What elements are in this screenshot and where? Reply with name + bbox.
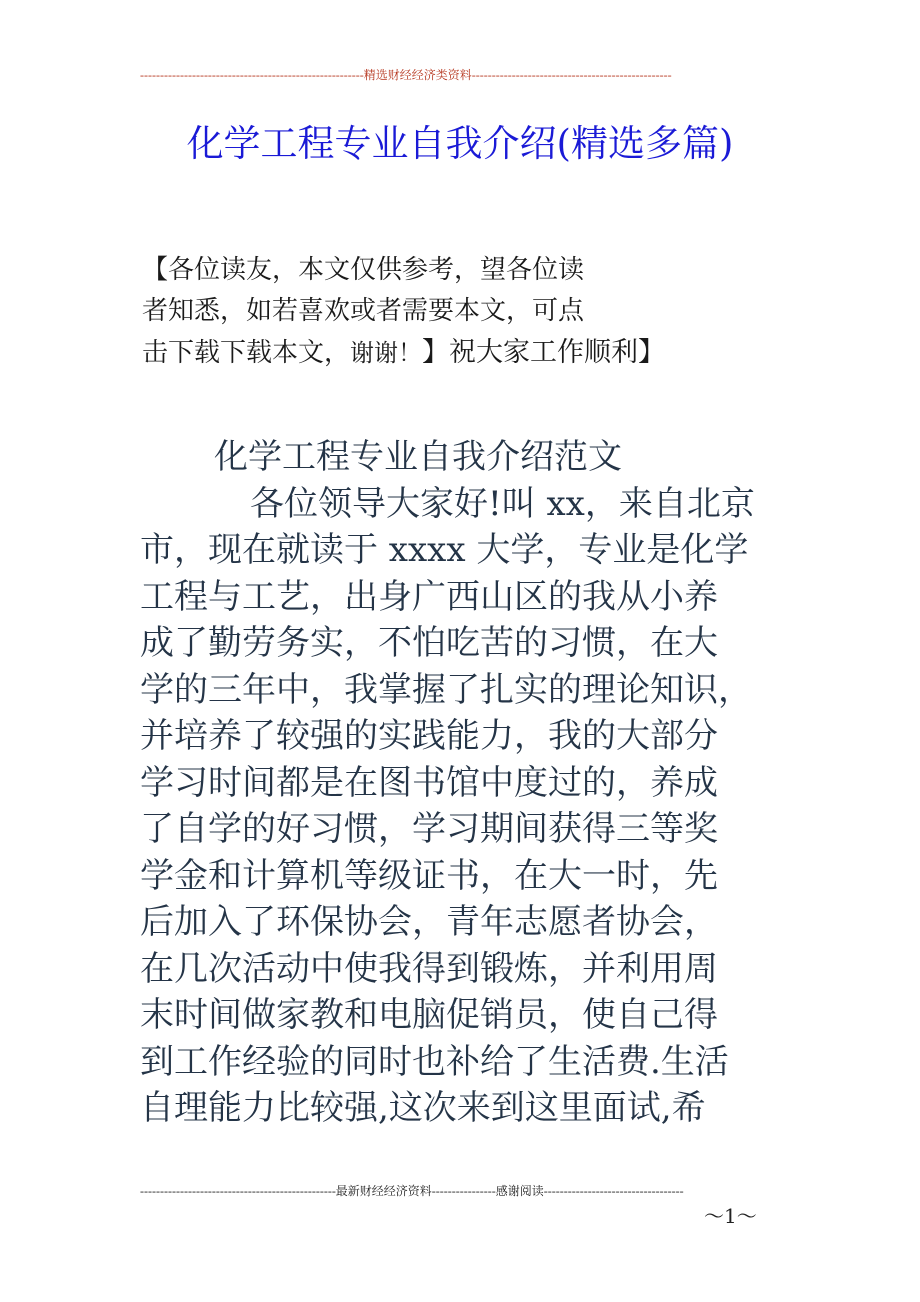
article-body (140, 434, 788, 1132)
article-line: 在几次活动中使我得到锻炼，并利用周 (140, 948, 718, 989)
article-line: 学习时间都是在图书馆中度过的，养成 (140, 762, 718, 803)
reader-notice (142, 250, 782, 374)
article-line: 后加入了环保协会，青年志愿者协会， (140, 902, 718, 942)
article-line: 市，现在就读于 xxxx 大学，专业是化学 (140, 530, 749, 570)
header-banner: --------------------------------------------------------精选财经经济类资料-------------------------------------------------- (140, 68, 672, 82)
page-number: ～1～ (704, 1204, 757, 1228)
article-line: 到工作经验的同时也补给了生活费.生活 (140, 1041, 729, 1082)
article-line: 学金和计算机等级证书，在大一时，先 (140, 855, 718, 896)
notice-thanks-text: 谢谢！ (350, 339, 423, 367)
article-line: 成了勤劳务实，不怕吃苦的习惯，在大 (140, 623, 718, 663)
article-line: 学的三年中，我掌握了扎实的理论知识， (140, 669, 752, 710)
notice-line-1: 【各位读友，本文仅供参考，望各位读 (142, 255, 585, 285)
notice-line-2: 者知悉，如若喜欢或者需要本文，可点 (142, 296, 585, 326)
article-line: 了自学的好习惯，学习期间获得三等奖 (140, 809, 718, 849)
article-line: 工程与工艺，出身广西山区的我从小养 (140, 576, 718, 617)
footer-banner: -------------------------------------------------最新财经经济资料----------------感谢阅读----------------------------------- (140, 1184, 684, 1198)
article-line: 各位领导大家好!叫 xx，来自北京 (250, 483, 755, 524)
article-line: 并培养了较强的实践能力，我的大部分 (140, 716, 718, 756)
notice-wish-text: 】祝大家工作顺利】 (422, 337, 666, 368)
article-line: 自理能力比较强,这次来到这里面试,希 (140, 1088, 706, 1128)
article-subtitle: 化学工程专业自我介绍范文 (214, 437, 622, 477)
notice-download-text: 击下载下载本文， (142, 338, 351, 368)
notice-line-3 (142, 332, 782, 374)
article-line: 末时间做家教和电脑促销员，使自己得 (140, 995, 718, 1035)
page-title: 化学工程专业自我介绍(精选多篇) (186, 122, 734, 165)
